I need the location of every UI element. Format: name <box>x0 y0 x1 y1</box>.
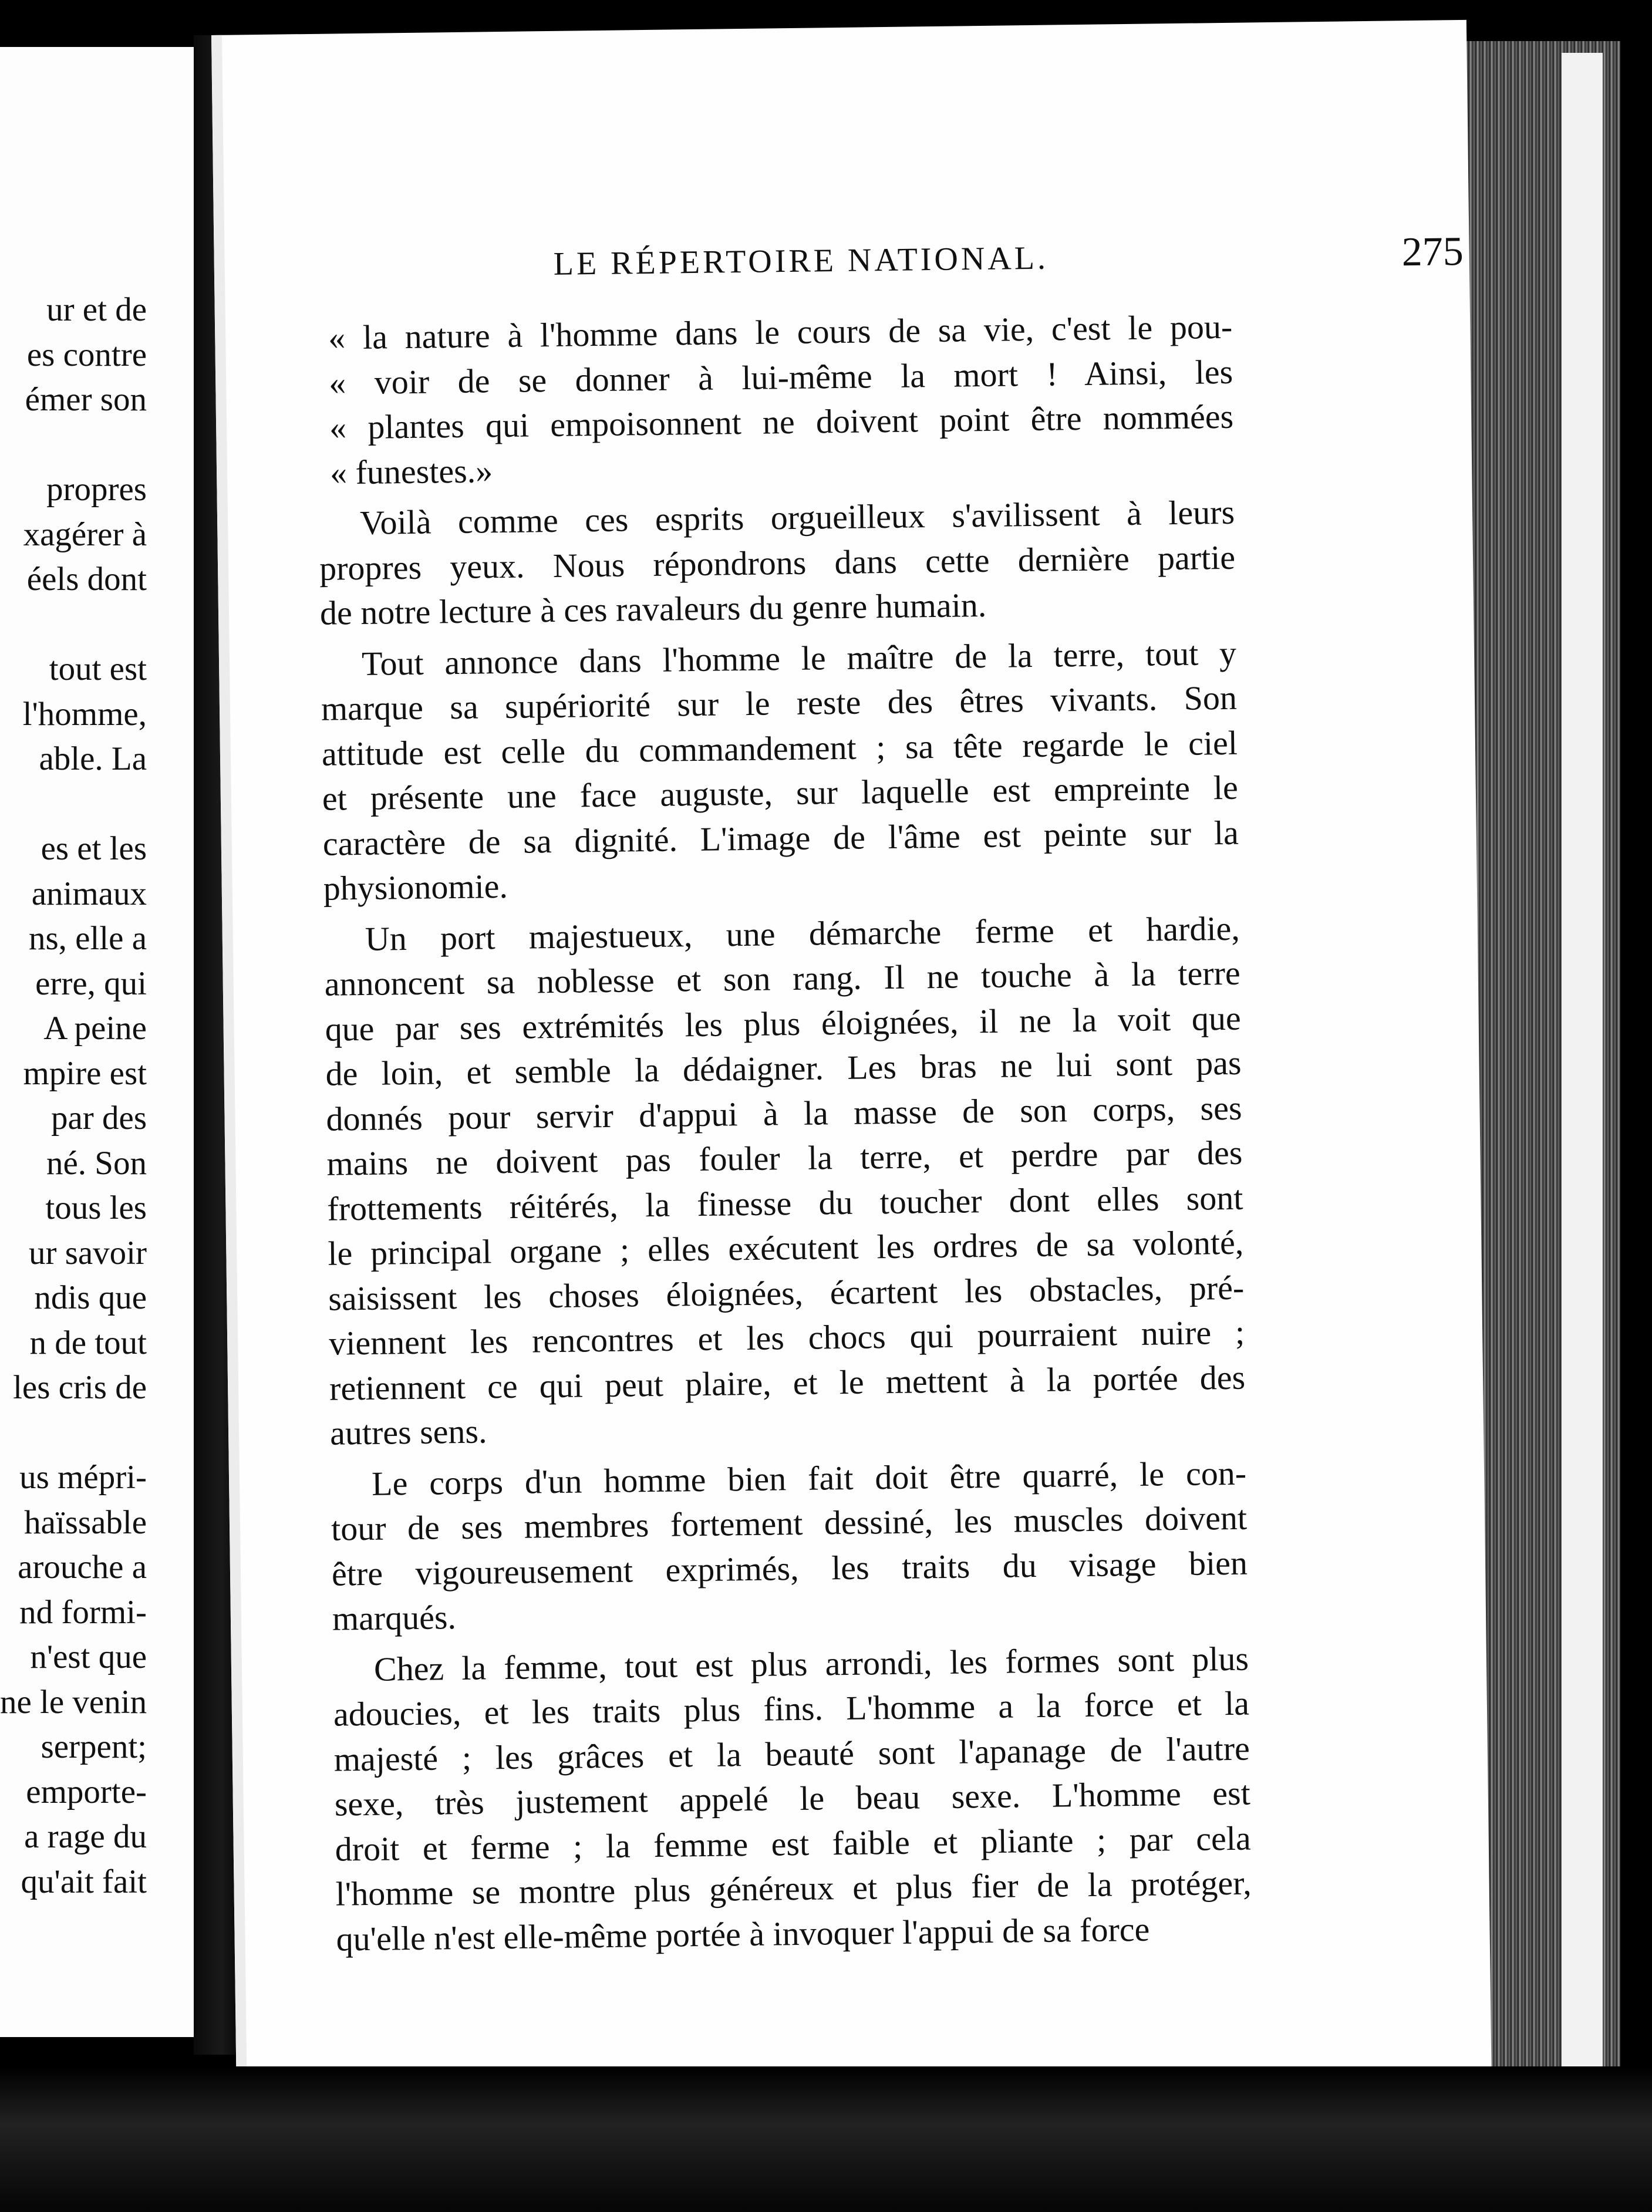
left-page-line: emporte- <box>26 1773 147 1810</box>
text-line: tour de ses membres fortement dessiné, les muscles doivent <box>331 1498 1248 1548</box>
left-page-line: ndis que <box>34 1279 147 1316</box>
left-page-line <box>0 602 147 648</box>
text-line: de loin, et semble la dédaigner. Les bras ne lui sont pas <box>325 1043 1242 1093</box>
text-line: Chez la femme, tout est plus arrondi, les formes sont plus <box>373 1639 1249 1688</box>
left-page-line <box>0 782 147 827</box>
paragraph <box>333 1636 1252 1962</box>
text-line: « plantes qui empoisonnent ne doivent point être nommées <box>329 397 1234 447</box>
text-line: Le corps d'un homme bien fait doit être quarré, le con- <box>371 1454 1247 1503</box>
paragraph <box>316 305 1235 495</box>
text-line: droit et ferme ; la femme est faible et pliante ; par cela <box>335 1819 1252 1869</box>
left-page-line: n'est que <box>30 1638 147 1675</box>
text-line: physionomie. <box>323 866 508 908</box>
text-line: attitude est celle du commandement ; sa tête regarde le ciel <box>321 723 1238 773</box>
right-page <box>211 20 1491 2084</box>
left-page-line: par des <box>50 1100 147 1137</box>
left-page-line: A peine <box>43 1010 147 1047</box>
text-line: « funestes.» <box>329 451 493 492</box>
left-page-line: erre, qui <box>35 965 147 1002</box>
text-line: qu'elle n'est elle-même portée à invoquer l'appui de sa force <box>336 1910 1150 1958</box>
left-page-line: es et les <box>41 830 147 867</box>
left-page-line: animaux <box>31 875 147 912</box>
text-line: viennent les rencontres et les chocs qui pourraient nuire ; <box>328 1313 1245 1363</box>
left-page-line: n de tout <box>29 1324 147 1361</box>
left-page-line <box>0 423 147 468</box>
left-page-line: ns, elle a <box>28 920 147 957</box>
text-line: autres sens. <box>329 1412 487 1452</box>
text-line: être vigoureusement exprimés, les traits du visage bien <box>331 1543 1248 1593</box>
left-page-line: tout est <box>49 650 147 687</box>
text-line: marqués. <box>332 1598 457 1638</box>
text-line: propres yeux. Nous répondrons dans cette dernière partie <box>319 538 1236 588</box>
text-line: majesté ; les grâces et la beauté sont l'apanage de l'autre <box>333 1729 1250 1779</box>
text-line: et présente une face auguste, sur laquelle est empreinte le <box>322 768 1239 818</box>
left-page <box>0 47 194 2037</box>
left-page-line: propres <box>46 471 147 508</box>
left-page-line: éels dont <box>26 561 147 598</box>
paragraph <box>323 906 1246 1456</box>
text-line: sexe, très justement appelé le beau sexe. L'homme est <box>334 1773 1251 1823</box>
left-page-line: les cris de <box>13 1369 147 1406</box>
text-line: retiennent ce qui peut plaire, et le mettent à la portée des <box>329 1358 1246 1408</box>
text-line: que par ses extrémités les plus éloignées, il ne la voit que <box>325 999 1241 1048</box>
page-edge-strip <box>1562 53 1603 2072</box>
left-page-line: a rage du <box>24 1818 147 1855</box>
left-page-line <box>0 1411 147 1456</box>
text-line: mains ne doivent pas fouler la terre, et perdre par des <box>326 1133 1243 1183</box>
paragraph <box>321 630 1239 911</box>
text-line: annoncent sa noblesse et son rang. Il ne touche à la terre <box>324 953 1241 1003</box>
text-line: Voilà comme ces esprits orgueilleux s'avilissent à leurs <box>359 493 1235 542</box>
text-line: frottements réitérés, la finesse du toucher dont elles sont <box>327 1178 1243 1228</box>
left-page-line: arouche a <box>18 1549 147 1586</box>
left-page-line: tous les <box>45 1189 147 1226</box>
left-page-text <box>0 288 147 1904</box>
left-page-line: nd formi- <box>19 1593 147 1631</box>
left-page-line: xagérer à <box>23 515 147 553</box>
text-line: « la nature à l'homme dans le cours de sa vie, c'est le pou- <box>328 307 1233 357</box>
left-page-line: né. Son <box>46 1144 147 1182</box>
left-page-line: l'homme, <box>22 695 147 733</box>
left-page-line: serpent; <box>41 1728 147 1765</box>
body-text <box>316 305 1252 1962</box>
text-line: caractère de sa dignité. L'image de l'âme est peinte sur la <box>322 813 1239 863</box>
left-page-line: émer son <box>25 381 147 418</box>
text-line: saisissent les choses éloignées, écartent les obstacles, pré- <box>328 1268 1245 1318</box>
left-page-line: haïssable <box>24 1503 147 1541</box>
paragraph <box>319 490 1236 636</box>
left-page-line: ur savoir <box>28 1234 147 1272</box>
left-page-line: able. La <box>39 740 147 777</box>
text-line: « voir de se donner à lui-même la mort ! Ainsi, les <box>328 352 1233 402</box>
text-line: Tout annonce dans l'homme le maître de la terre, tout y <box>361 633 1237 683</box>
page-header <box>553 228 1464 292</box>
left-page-line: mpire est <box>23 1054 147 1092</box>
left-page-line: us mépri- <box>19 1459 147 1496</box>
text-line: l'homme se montre plus généreux et plus fier de la protéger, <box>335 1863 1252 1913</box>
left-page-line: ne le venin <box>0 1683 147 1721</box>
text-line: donnés pour servir d'appui à la masse de son corps, ses <box>326 1088 1242 1138</box>
left-page-line: qu'ait fait <box>21 1863 147 1900</box>
scan-bottom-border <box>0 2066 1652 2212</box>
paragraph <box>331 1451 1249 1641</box>
left-page-line: es contre <box>26 336 147 373</box>
running-head: LE RÉPERTOIRE NATIONAL. <box>553 240 1049 282</box>
text-line: de notre lecture à ces ravaleurs du genre humain. <box>319 585 987 632</box>
text-line: adoucies, et les traits plus fins. L'homme a la force et la <box>333 1684 1250 1734</box>
left-page-line: ur et de <box>46 291 147 328</box>
text-line: marque sa supériorité sur le reste des êtres vivants. Son <box>321 678 1238 728</box>
text-line: Un port majestueux, une démarche ferme et hardie, <box>365 909 1240 958</box>
text-line: le principal organe ; elles exécutent les ordres de sa volonté, <box>327 1223 1244 1273</box>
page-number: 275 <box>1401 228 1464 275</box>
